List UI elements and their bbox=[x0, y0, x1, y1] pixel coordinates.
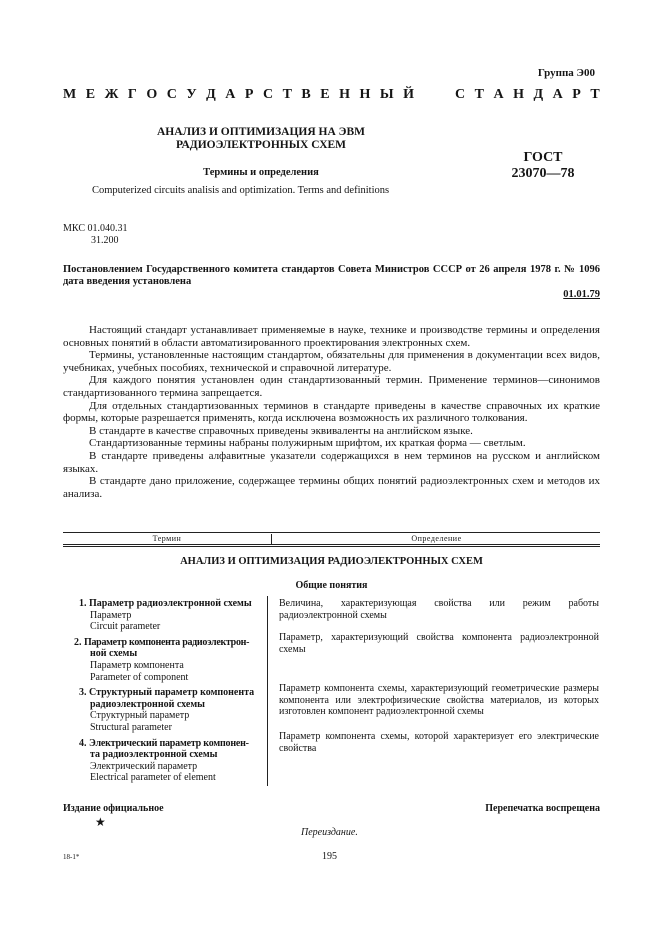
banner-letter: Д bbox=[533, 87, 544, 102]
intro-paragraph: В стандарте приведены алфавитные указатели содержащихся в нем терминов на русском и английском языках. bbox=[63, 449, 600, 475]
intro-paragraph: Стандартизованные термины набраны полужирным шрифтом, их краткая форма — светлым. bbox=[89, 437, 526, 450]
english-title: Computerized circuits analisis and optimization. Terms and definitions bbox=[92, 185, 390, 196]
banner-letter: Н bbox=[513, 87, 525, 102]
banner-letter: Ы bbox=[379, 87, 394, 102]
gost-designation bbox=[508, 150, 578, 182]
banner-letter: Т bbox=[590, 87, 600, 102]
page-number: 195 bbox=[322, 851, 337, 862]
table-divider bbox=[63, 546, 600, 547]
term-english: Structural parameter bbox=[90, 721, 172, 733]
banner-gap bbox=[424, 87, 446, 103]
banner-letter: Д bbox=[206, 87, 216, 102]
section-heading: АНАЛИЗ И ОПТИМИЗАЦИЯ РАДИОЭЛЕКТРОННЫХ СХЕМ bbox=[180, 556, 483, 567]
banner-letter: Г bbox=[127, 87, 137, 102]
term-name-continued: радиоэлектронной схемы bbox=[90, 698, 205, 710]
official-edition-label: Издание официальное bbox=[63, 803, 164, 814]
star-icon: ★ bbox=[95, 815, 106, 829]
mks-line-2: 31.200 bbox=[91, 235, 119, 246]
term-english: Electrical parameter of element bbox=[90, 772, 216, 784]
intro-paragraph: Настоящий стандарт устанавливает применяемые в науке, технике и производстве термины и определения основных понятий в области автоматизированного проектирования электронных схем. bbox=[63, 324, 600, 349]
term-name-continued: ной схемы bbox=[90, 648, 138, 660]
term-entry bbox=[79, 598, 264, 633]
decree-statement: Постановлением Государственного комитета стандартов Совета Министров СССР от 26 апреля 1978 г. № 1096 дата введения установлена bbox=[63, 264, 600, 287]
banner-letter: С bbox=[166, 87, 177, 102]
term-short-form: Электрический параметр bbox=[90, 760, 198, 772]
mks-codes bbox=[63, 223, 127, 247]
term-name: Параметр компонента радиоэлектрон- bbox=[84, 636, 250, 648]
intro-paragraph: Термины, установленные настоящим стандартом, обязательны для применения в документации всех видов, учебниках, учебных пособиях, технической и справочной литературе. bbox=[63, 349, 600, 374]
term-english: Parameter of component bbox=[90, 671, 189, 683]
banner-letter: А bbox=[552, 87, 563, 102]
term-name: Электрический параметр компонен- bbox=[89, 737, 249, 749]
banner-letter: Е bbox=[320, 87, 330, 102]
term-name-continued: та радиоэлектронной схемы bbox=[90, 749, 218, 761]
term-short-form: Структурный параметр bbox=[90, 710, 190, 722]
definition-3: Параметр компонента схемы, характеризующий геометрические размеры компонента или электрофизические свойства материалов, из которых изготовлен компонент радиоэлектронной схемы bbox=[279, 683, 599, 718]
gost-label: ГОСТ bbox=[523, 150, 563, 165]
intro-paragraph: В стандарте в качестве справочных приведены эквиваленты на английском языке. bbox=[89, 424, 473, 437]
banner-letter: М bbox=[63, 87, 77, 102]
title-line-1: АНАЛИЗ И ОПТИМИЗАЦИЯ НА ЭВМ bbox=[156, 126, 366, 138]
mks-line-1: МКС 01.040.31 bbox=[63, 223, 128, 234]
banner-letter: О bbox=[146, 87, 158, 102]
banner-letter: А bbox=[225, 87, 236, 102]
reprint-prohibited-label: Перепечатка воспрещена bbox=[485, 803, 600, 814]
interstate-standard-banner bbox=[63, 87, 600, 103]
document-subtitle: Термины и определения bbox=[203, 167, 319, 178]
intro-paragraph: В стандарте дано приложение, содержащее термины общих понятий радиоэлектронных схем и методов их анализа. bbox=[63, 475, 600, 500]
banner-letter: Й bbox=[403, 87, 415, 102]
term-number: 2. bbox=[74, 636, 82, 648]
table-divider bbox=[63, 544, 600, 545]
definition-4: Параметр компонента схемы, которой характеризует его электрические свойства bbox=[279, 731, 599, 754]
terms-column bbox=[74, 598, 264, 784]
term-number: 3. bbox=[79, 687, 87, 699]
term-short-form: Параметр bbox=[90, 609, 132, 621]
term-name: Параметр радиоэлектронной схемы bbox=[89, 598, 252, 609]
term-name: Структурный параметр компонента bbox=[89, 687, 255, 699]
title-line-2: РАДИОЭЛЕКТРОННЫХ СХЕМ bbox=[175, 139, 347, 151]
term-entry bbox=[79, 687, 264, 733]
intro-paragraph: Для каждого понятия установлен один стандартизованный термин. Применение терминов—синонимов стандартизованного термина запрещается. bbox=[63, 374, 600, 399]
banner-letter: Р bbox=[244, 87, 254, 102]
banner-letter: Р bbox=[572, 87, 581, 102]
gost-number: 23070—78 bbox=[511, 166, 575, 181]
document-title bbox=[126, 126, 396, 152]
printer-signature: 18-1* bbox=[63, 853, 80, 861]
term-entry bbox=[74, 636, 264, 683]
banner-letter: Е bbox=[85, 87, 96, 102]
banner-letter: С bbox=[455, 87, 466, 102]
banner-letter: Н bbox=[359, 87, 371, 102]
term-number: 4. bbox=[79, 737, 87, 749]
subsection-heading: Общие понятия bbox=[295, 580, 368, 591]
introduction-date: 01.01.79 bbox=[563, 289, 600, 300]
term-english: Circuit parameter bbox=[90, 621, 161, 633]
term-number: 1. bbox=[79, 598, 87, 609]
banner-letter: Т bbox=[282, 87, 292, 102]
intro-paragraph: Для отдельных стандартизованных терминов в стандарте приведены в качестве справочных их краткие формы, которые разрешается применять, когда исключена возможность их различного толкования. bbox=[63, 399, 600, 425]
banner-letter: А bbox=[493, 87, 504, 102]
introduction-text bbox=[63, 324, 600, 500]
reissue-note: Переиздание. bbox=[301, 827, 358, 838]
banner-letter: Т bbox=[474, 87, 484, 102]
group-code: Группа Э00 bbox=[537, 67, 595, 79]
banner-letter: Н bbox=[339, 87, 350, 102]
banner-letter: Ж bbox=[104, 87, 119, 102]
term-entry bbox=[79, 738, 264, 784]
column-header-term: Термин bbox=[152, 534, 182, 543]
definition-1: Величина, характеризующая свойства или режим работы радиоэлектронной схемы bbox=[279, 598, 599, 621]
banner-letter: У bbox=[186, 87, 197, 102]
banner-letter: С bbox=[262, 87, 274, 102]
column-separator bbox=[267, 596, 268, 786]
definition-2: Параметр, характеризующий свойства компонента радиоэлектронной схемы bbox=[279, 632, 599, 655]
term-short-form: Параметр компонента bbox=[90, 659, 184, 671]
banner-letter: В bbox=[301, 87, 311, 102]
column-header-definition: Определение bbox=[271, 534, 601, 545]
